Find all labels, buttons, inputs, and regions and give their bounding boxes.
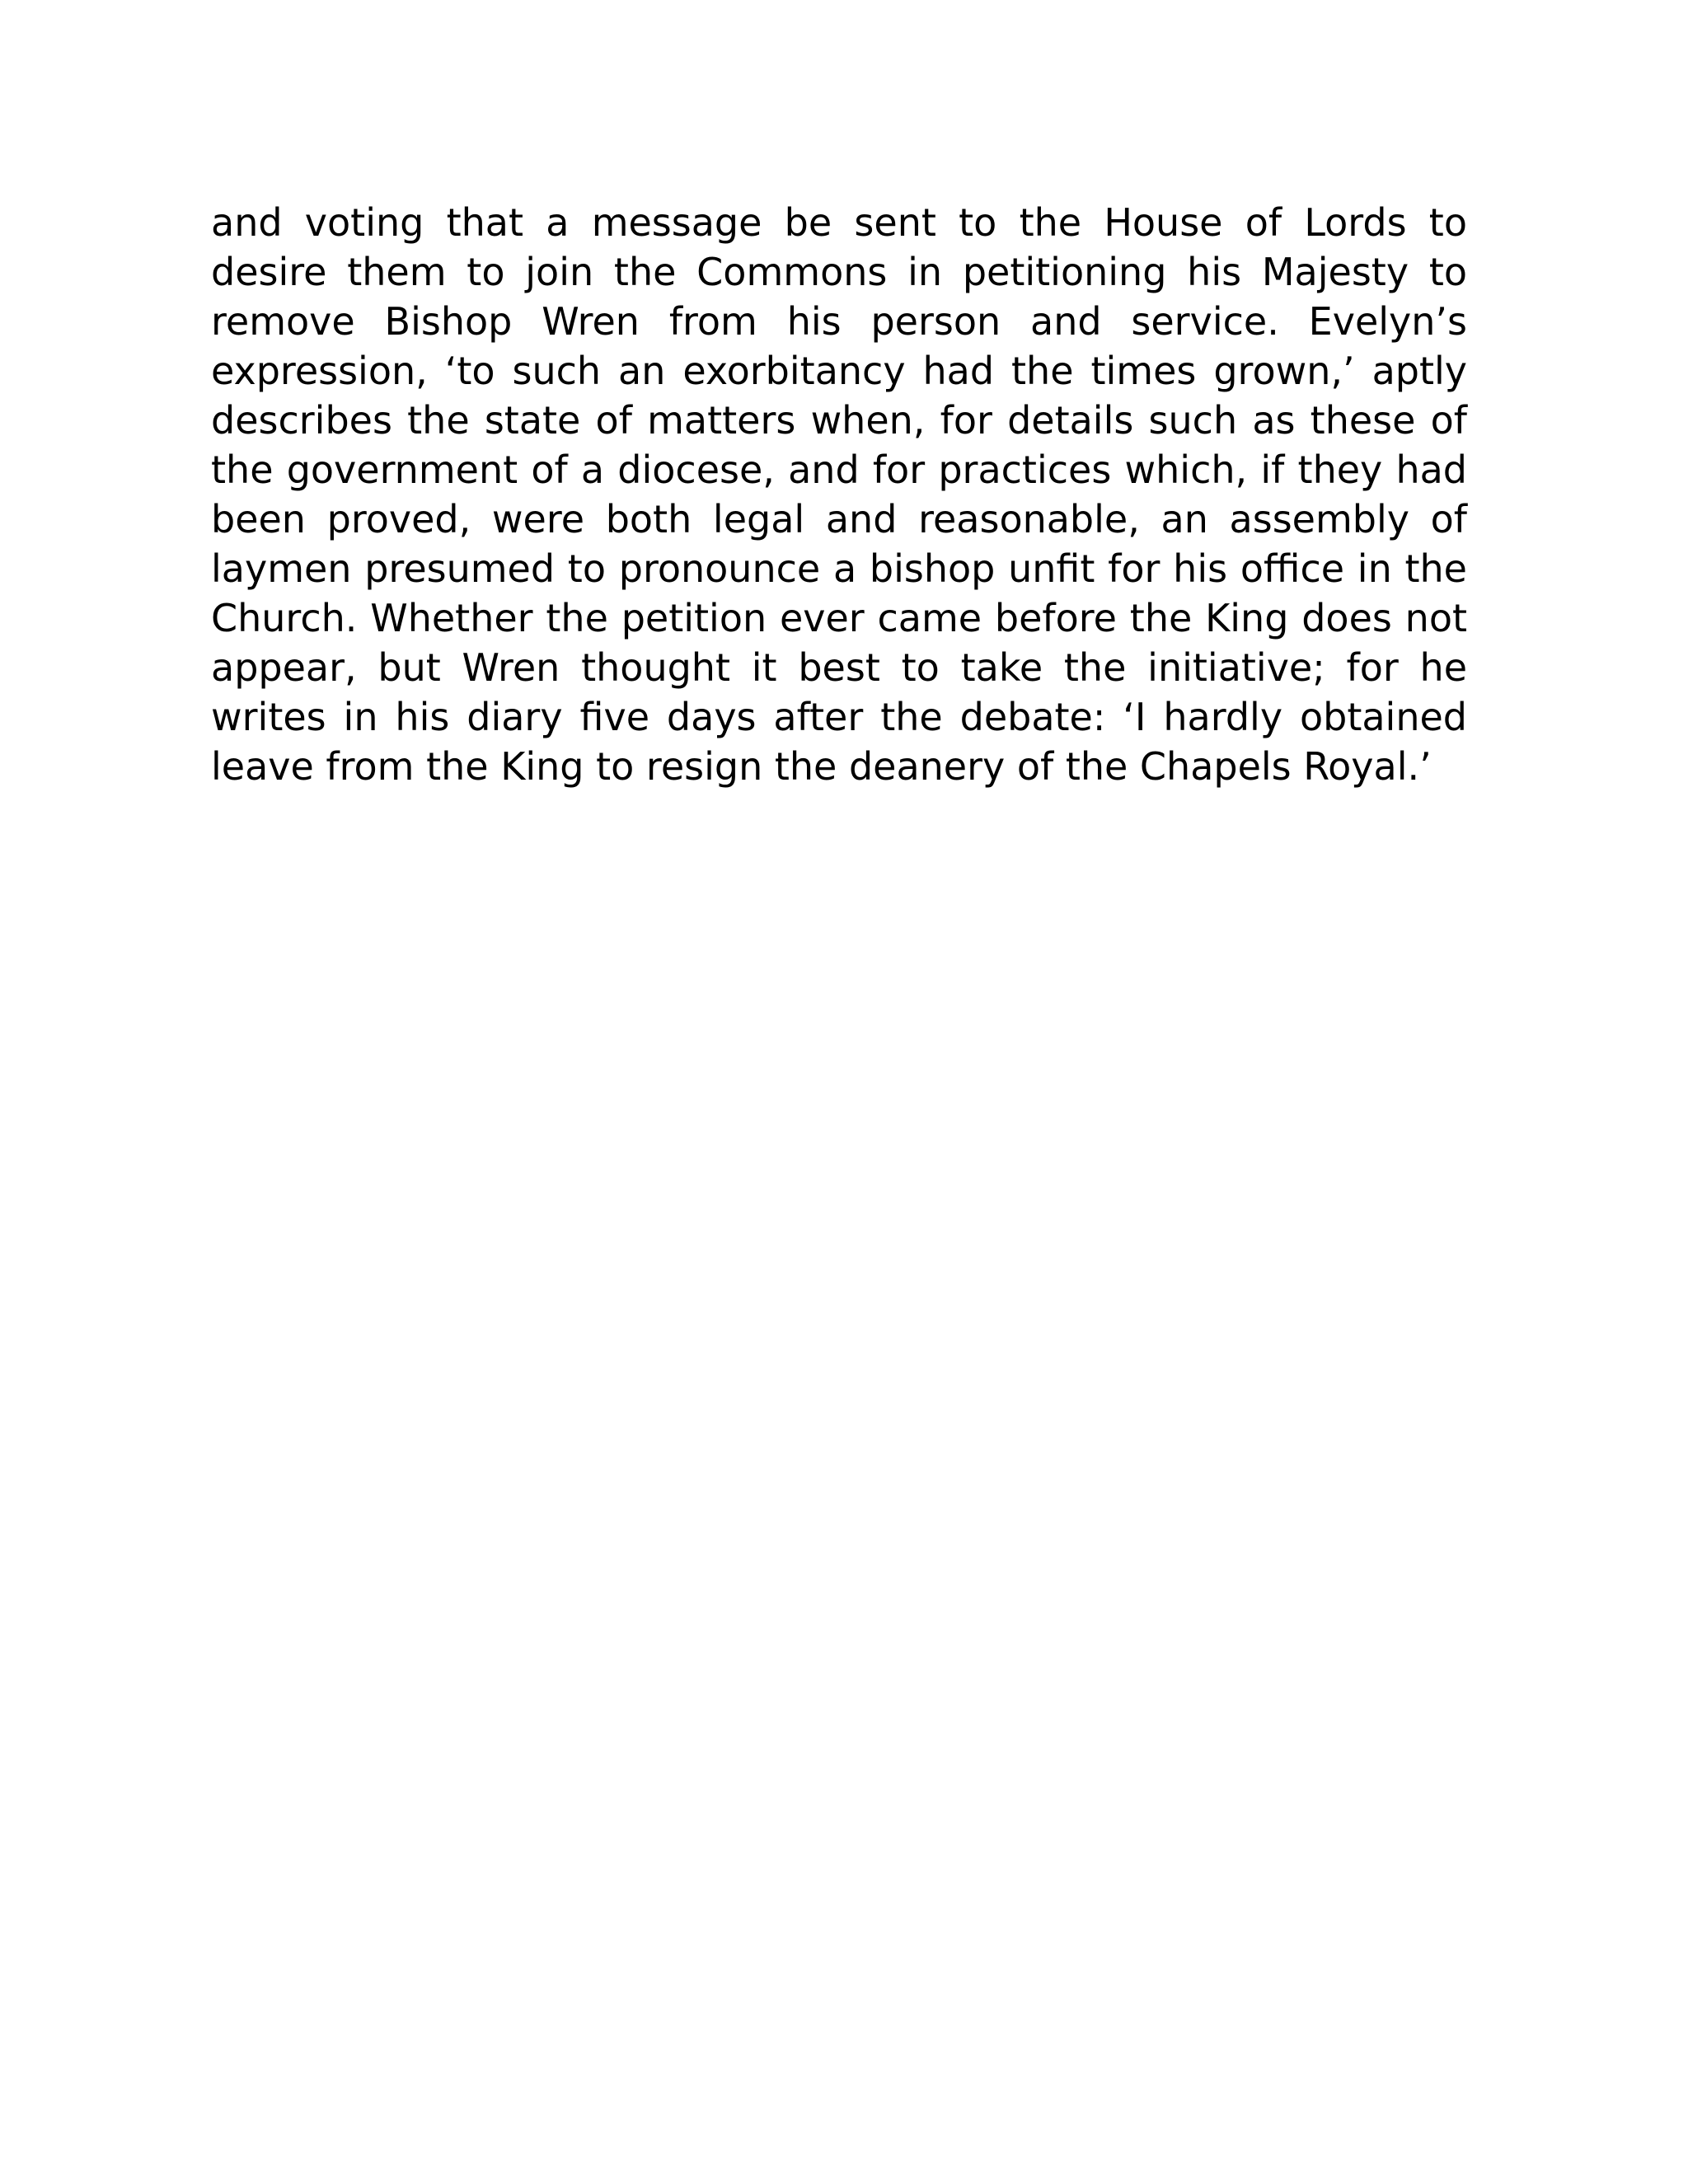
body-paragraph: and voting that a message be sent to the House of Lords to desire them to join the Commons in petitioning his Majesty to remove Bishop Wren from his person and service. Evelyn’s expression, ‘to such an exorbitancy had the times grown,’ aptly describes the state of matters when, for details such as these of the government of a diocese, and for practices which, if they had been proved, were both legal and reasonable, an assembly of laymen presumed to pronounce a bishop unfit for his office in the Church. Whether the petition ever came before the King does not appear, but Wren thought it best to take the initiative; for he writes in his diary five days after the debate: ‘I hardly obtained leave from the King to resign the deanery of the Chapels Royal.’: [211, 200, 1467, 789]
